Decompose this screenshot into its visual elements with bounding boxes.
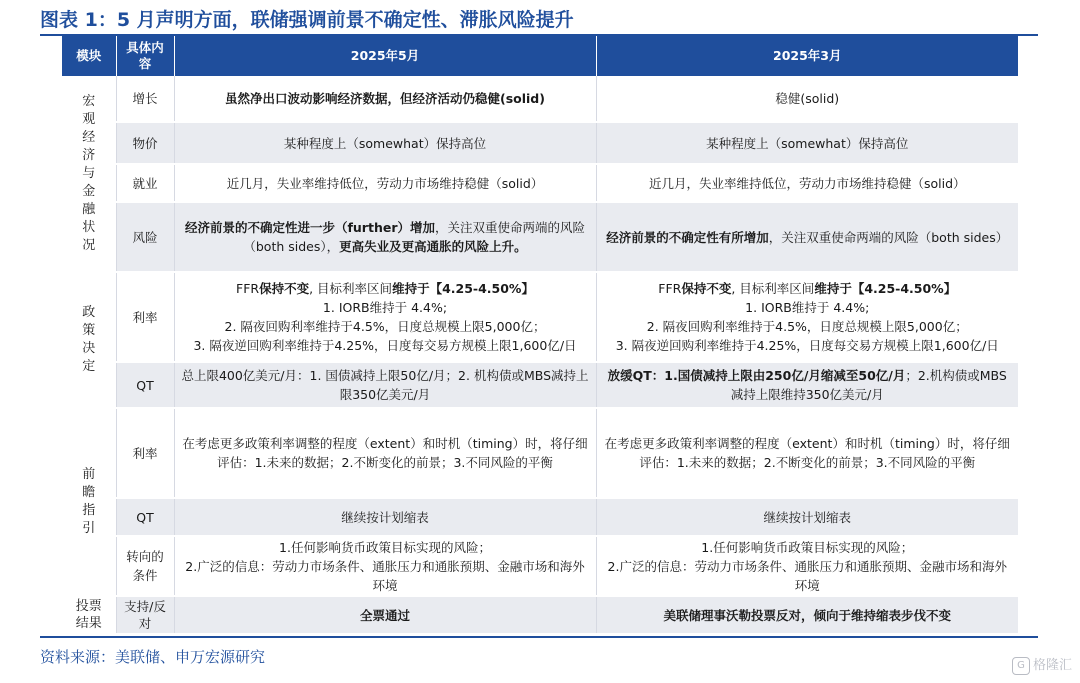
figure-title: 图表 1：5 月声明方面，联储强调前景不确定性、滞胀风险提升 [40, 9, 574, 31]
turn-line-1: 1.任何影响货币政策目标实现的风险； [701, 539, 914, 555]
may-cell: 某种程度上（somewhat）保持高位 [174, 122, 596, 164]
policy-rate-line-3: 2. 隔夜回购利率维持于4.5%，日度总规模上限5,000亿； [646, 319, 968, 334]
policy-rate-line-4: 3. 隔夜逆回购利率维持于4.25%，日度每交易方规模上限1,600亿/日 [615, 338, 999, 353]
mar-cell: 近几月，失业率维持低位，劳动力市场维持稳健（solid） [596, 164, 1018, 202]
item-label: QT [116, 498, 174, 536]
row-turn-conditions [62, 536, 1018, 596]
module-policy: 政策决定 [62, 272, 116, 408]
watermark-logo-icon: G [1012, 657, 1030, 675]
qt-mar-text: ；2.机构债或MBS减持上限维持350亿美元/月 [730, 368, 1007, 402]
risk-may-text: ，关注双重使命两端的风险（both sides）， [243, 220, 586, 254]
mar-cell [596, 362, 1018, 408]
turn-line-2: 2.广泛的信息：劳动力市场条件、通胀压力和通胀预期、金融市场和海外环境 [185, 558, 585, 593]
policy-rate-line-4: 3. 隔夜逆回购利率维持于4.25%，日度每交易方规模上限1,600亿/日 [193, 338, 577, 353]
mar-cell [596, 536, 1018, 596]
footer-rule [40, 636, 1038, 638]
module-guidance: 前瞻指引 [62, 408, 116, 596]
may-cell: 全票通过 [174, 596, 596, 634]
item-label: 风险 [116, 202, 174, 272]
qt-mar-bold: 放缓QT：1.国债减持上限由250亿/月缩减至50亿/月 [607, 368, 906, 383]
item-label: 转向的条件 [116, 536, 174, 596]
mar-cell [596, 272, 1018, 362]
item-label: 增长 [116, 76, 174, 122]
row-employment [62, 164, 1018, 202]
fomc-statement-table [62, 36, 1018, 635]
item-label: QT [116, 362, 174, 408]
header-content: 具体内容 [116, 36, 174, 76]
may-cell: 在考虑更多政策利率调整的程度（extent）和时机（timing）时，将仔细评估：1.未来的数据；2.不断变化的前景；3.不同风险的平衡 [174, 408, 596, 498]
source-note: 资料来源：美联储、申万宏源研究 [40, 648, 266, 666]
risk-may-bold-2: 更高失业及更高通胀的风险上升。 [339, 239, 527, 254]
row-risk [62, 202, 1018, 272]
row-policy-qt [62, 362, 1018, 408]
may-cell [174, 536, 596, 596]
policy-rate-line-1: FFR保持不变, 目标利率区间维持于【4.25-4.50%】 [658, 281, 957, 296]
may-cell: 虽然净出口波动影响经济数据，但经济活动仍稳健(solid) [174, 76, 596, 122]
row-policy-rate [62, 272, 1018, 362]
may-cell: 继续按计划缩表 [174, 498, 596, 536]
policy-rate-line-2: 1. IORB维持于 4.4%; [322, 300, 448, 315]
row-guidance-rate [62, 408, 1018, 498]
may-cell: 总上限400亿美元/月：1. 国债减持上限50亿/月；2. 机构债或MBS减持上限350亿美元/月 [174, 362, 596, 408]
mar-cell [596, 202, 1018, 272]
row-guidance-qt [62, 498, 1018, 536]
row-growth [62, 76, 1018, 122]
may-cell: 近几月，失业率维持低位，劳动力市场维持稳健（solid） [174, 164, 596, 202]
row-vote [62, 596, 1018, 634]
item-label: 就业 [116, 164, 174, 202]
row-prices [62, 122, 1018, 164]
item-label: 支持/反对 [116, 596, 174, 634]
module-vote: 投票结果 [62, 596, 116, 634]
may-cell [174, 272, 596, 362]
item-label: 利率 [116, 408, 174, 498]
mar-cell: 某种程度上（somewhat）保持高位 [596, 122, 1018, 164]
header-module: 模块 [62, 36, 116, 76]
policy-rate-line-2: 1. IORB维持于 4.4%; [745, 300, 870, 315]
risk-may-bold-1: 经济前景的不确定性进一步（further）增加 [184, 220, 435, 235]
item-label: 物价 [116, 122, 174, 164]
header-mar: 2025年3月 [596, 36, 1018, 76]
mar-cell: 在考虑更多政策利率调整的程度（extent）和时机（timing）时，将仔细评估：1.未来的数据；2.不断变化的前景；3.不同风险的平衡 [596, 408, 1018, 498]
module-macro: 宏观经济与金融状况 [62, 76, 116, 272]
header-may: 2025年5月 [174, 36, 596, 76]
watermark: G 格隆汇 [1012, 654, 1072, 675]
risk-mar-text: ，关注双重使命两端的风险（both sides） [768, 229, 1009, 245]
item-label: 利率 [116, 272, 174, 362]
may-cell [174, 202, 596, 272]
mar-cell: 稳健(solid) [596, 76, 1018, 122]
turn-line-1: 1.任何影响货币政策目标实现的风险； [279, 539, 491, 555]
mar-cell: 继续按计划缩表 [596, 498, 1018, 536]
turn-line-2: 2.广泛的信息：劳动力市场条件、通胀压力和通胀预期、金融市场和海外环境 [607, 558, 1007, 593]
mar-cell: 美联储理事沃勒投票反对，倾向于维持缩表步伐不变 [596, 596, 1018, 634]
risk-mar-bold: 经济前景的不确定性有所增加 [606, 229, 769, 245]
header-row [62, 36, 1018, 76]
policy-rate-line-1: FFR保持不变, 目标利率区间维持于【4.25-4.50%】 [236, 281, 534, 296]
policy-rate-line-3: 2. 隔夜回购利率维持于4.5%，日度总规模上限5,000亿； [224, 319, 546, 334]
